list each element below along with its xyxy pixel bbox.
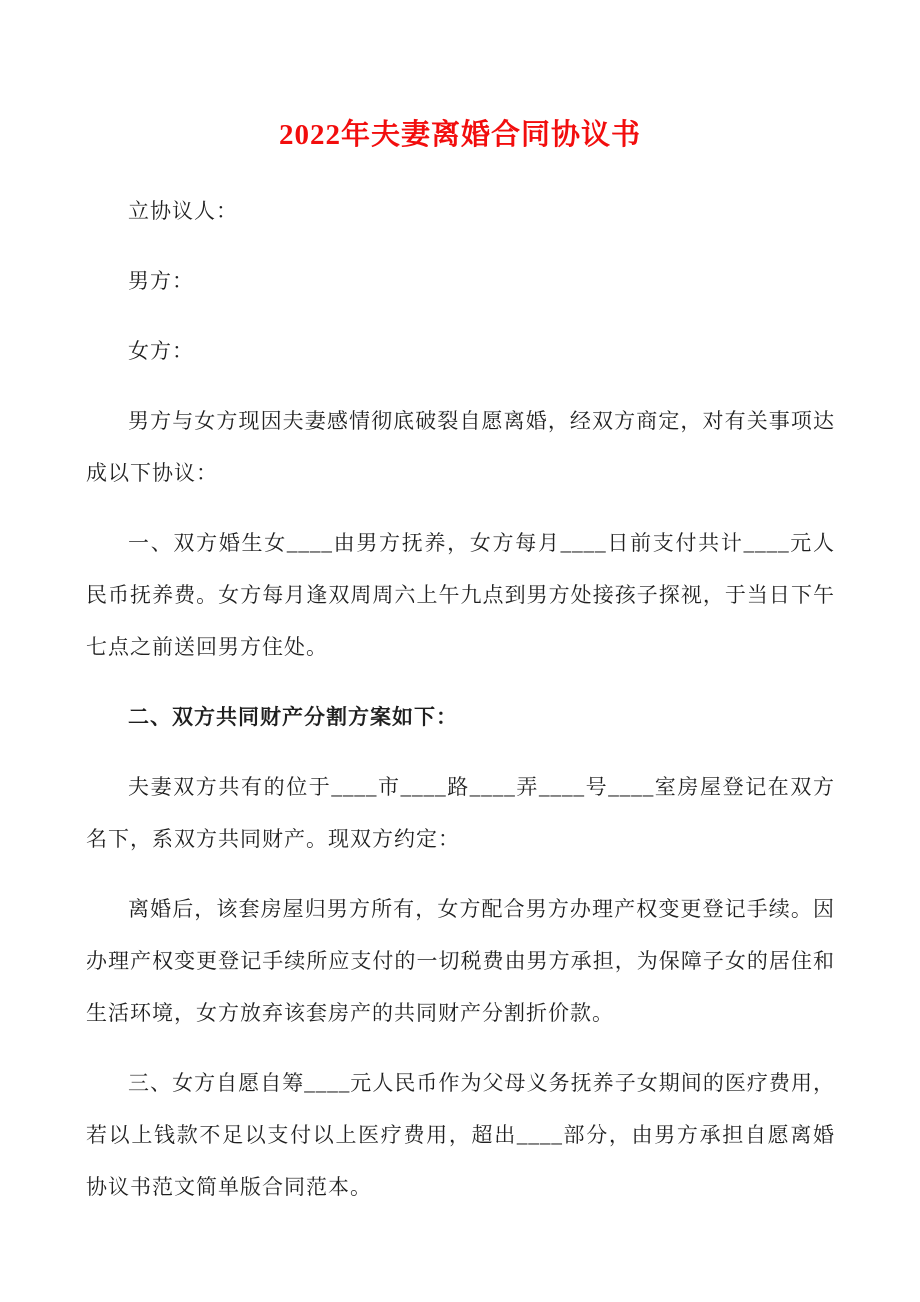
document-title: 2022年夫妻离婚合同协议书 xyxy=(278,119,641,151)
paragraph: 女方： xyxy=(128,339,194,363)
paragraph: 夫妻双方共有的位于____市____路____弄____号____室房屋登记在双方名下，系双方共同财产。现双方约定： xyxy=(86,775,835,851)
paragraph: 离婚后，该套房屋归男方所有，女方配合男方办理产权变更登记手续。因办理产权变更登记手续所应支付的一切税费由男方承担，为保障子女的居住和生活环境，女方放弃该套房产的共同财产分割折价款。 xyxy=(86,897,835,1025)
paragraph: 男方： xyxy=(128,269,194,293)
document-body xyxy=(0,153,920,1213)
paragraph: 男方与女方现因夫妻感情彻底破裂自愿离婚，经双方商定，对有关事项达成以下协议： xyxy=(86,409,835,485)
paragraph: 立协议人： xyxy=(128,199,238,223)
paragraph: 一、双方婚生女____由男方抚养，女方每月____日前支付共计____元人民币抚养费。女方每月逢双周周六上午九点到男方处接孩子探视，于当日下午七点之前送回男方住处。 xyxy=(86,531,835,659)
paragraph: 三、女方自愿自筹____元人民币作为父母义务抚养子女期间的医疗费用，若以上钱款不足以支付以上医疗费用，超出____部分，由男方承担自愿离婚协议书范文简单版合同范本。 xyxy=(86,1071,835,1199)
paragraph: 二、双方共同财产分割方案如下： xyxy=(128,705,458,729)
